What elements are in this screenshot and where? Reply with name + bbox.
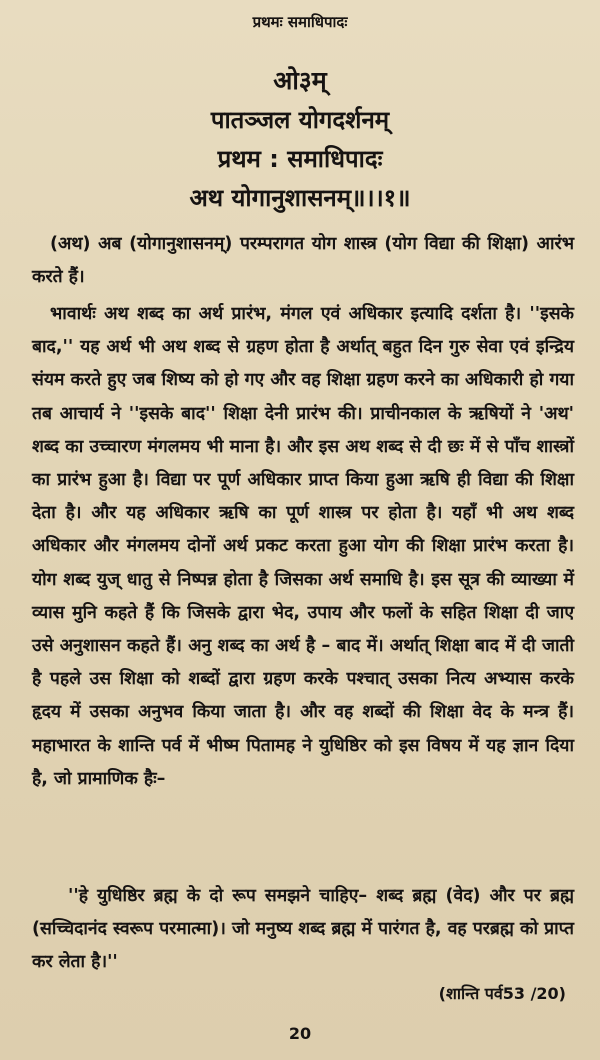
quotation-paragraph: ''हे युधिष्ठिर ब्रह्म के दो रूप समझने चाहिए– शब्द ब्रह्म (वेद) और पर ब्रह्म (सच्चिदानंद स्वरूप परमात्मा)। जो मनुष्य शब्द ब्रह्म में पारंगत है, वह परब्रह्म को प्राप्त कर लेता है।'' — [32, 886, 574, 972]
page-number: 20 — [288, 1024, 312, 1043]
book-title: पातञ्जल योगदर्शनम् — [210, 106, 390, 134]
title-block — [0, 66, 600, 212]
sutra-heading: अथ योगानुशासनम्॥।।१॥ — [189, 183, 411, 212]
translation-paragraph: (अथ) अब (योगानुशासनम्) परम्परागत योग शास्त्र (योग विद्या की शिक्षा) आरंभ करते हैं। — [32, 234, 574, 288]
chapter-title: प्रथम : समाधिपादः — [217, 144, 383, 173]
commentary-paragraph: भावार्थः अथ शब्द का अर्थ प्रारंभ, मंगल एवं अधिकार इत्यादि दर्शता है। ''इसके बाद,'' यह अर्थ भी अथ शब्द से ग्रहण होता है अर्थात् बहुत दिन गुरु सेवा एवं इन्द्रिय संयम करते हुए जब शिष्य को हो गए और वह शिक्षा ग्रहण करने का अधिकारी हो गया तब आचार्य ने ''इसके बाद'' शिक्षा देनी प्रारंभ की। प्राचीनकाल के ऋषियों ने 'अथ' शब्द का उच्चारण मंगलमय भी माना है। और इस अथ शब्द से दी छः में से पाँच शास्त्रों का प्रारंभ हुआ है। विद्या पर पूर्ण अधिकार प्राप्त किया हुआ ऋषि ही विद्या की शिक्षा देता है। और यह अधिकार ऋषि का पूर्ण शास्त्र पर होता है। यहाँ भी अथ शब्द अधिकार और मंगलमय दोनों अर्थ प्रकट करता हुआ योग की शिक्षा प्रारंभ करता है। योग शब्द युज् धातु से निष्पन्न होता है जिसका अर्थ समाधि है। इस सूत्र की व्याख्या में व्यास मुनि कहते हैं कि जिसके द्वारा भेद, उपाय और फलों के सहित शिक्षा दी जाए उसे अनुशासन कहते हैं। अनु शब्द का अर्थ है – बाद में। अर्थात् शिक्षा बाद में दी जाती है पहले उस शिक्षा को शब्दों द्वारा ग्रहण करके पश्चात् उसका नित्य अभ्यास करके हृदय में उसका अनुभव किया जाता है। और वह शब्दों की शिक्षा वेद के मन्त्र हैं। महाभारत के शान्ति पर्व में भीष्म पितामह ने युधिष्ठिर को इस विषय में यह ज्ञान दिया है, जो प्रामाणिक हैः– — [32, 304, 574, 789]
running-header: प्रथमः समाधिपादः — [252, 13, 348, 31]
source-reference: (शान्ति पर्व53 /20) — [438, 984, 566, 1003]
om-heading: ओ३म् — [273, 66, 327, 95]
